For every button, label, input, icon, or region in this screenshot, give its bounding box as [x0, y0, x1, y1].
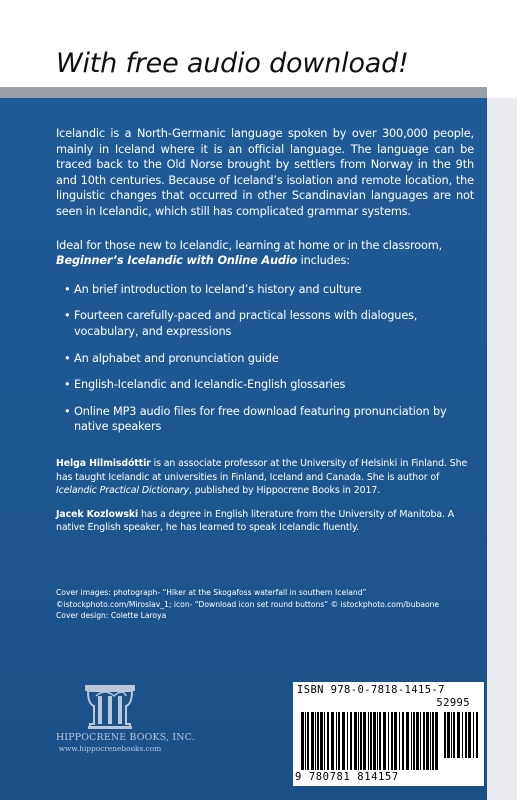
hippocrene-logo-icon [84, 684, 136, 730]
book-title: Beginner’s Icelandic with Online Audio [56, 254, 298, 268]
bio-text: is an associate professor at the University of Helsinki in Finland. She has taught Icelandic at universities in Finland, Iceland and Canada. She is author of [56, 458, 468, 483]
header-divider-bar [0, 87, 487, 98]
author-bio-jacek [56, 508, 476, 535]
publisher-name: HIPPOCRENE BOOKS, INC. [56, 732, 195, 743]
intro-paragraph: Icelandic is a North-Germanic language spoken by over 300,000 people, mainly in Iceland where it is an official language. The language can be traced back to the Old Norse brought by settlers from Norway in the 9th and 10th centuries. Because of Iceland’s isolation and remote location, the linguistic changes that occurred in other Scandinavian languages are not seen in Icelandic, which still has complicated grammar systems. [56, 127, 474, 218]
ean-digits: 9 780781 814157 [295, 771, 399, 783]
image-credits [56, 587, 476, 622]
author-bios [56, 457, 476, 545]
bio-text: has a degree in English literature from the University of Manitoba. A native English speaker, he has learned to speak Icelandic fluently. [56, 508, 455, 534]
publisher-block [56, 684, 195, 753]
ideal-paragraph [56, 238, 474, 269]
publisher-url: www.hippocrenebooks.com [58, 744, 162, 753]
author-bio-helga [56, 457, 476, 498]
price-code: 52995 [436, 697, 470, 709]
feature-item: • English-Icelandic and Icelandic-English glossaries [64, 377, 474, 393]
feature-list [64, 282, 474, 435]
feature-item: • Fourteen carefully-paced and practical lessons with dialogues, vocabulary, and expressions [64, 308, 474, 339]
related-work-title: Icelandic Practical Dictionary [56, 485, 189, 497]
bio-text: , published by Hippocrene Books in 2017. [188, 485, 381, 497]
feature-item: • Online MP3 audio files for free download featuring pronunciation by native speakers [64, 404, 474, 435]
ideal-prefix: Ideal for those new to Icelandic, learning at home or in the classroom, [56, 238, 443, 252]
spine-edge-strip [487, 98, 517, 800]
credit-line: Cover images: photograph- “Hiker at the Skogafoss waterfall in southern Iceland” [56, 588, 367, 597]
ideal-suffix: includes: [297, 254, 350, 268]
price-barcode-bars [443, 712, 479, 758]
feature-item: • An brief introduction to Iceland’s history and culture [64, 282, 474, 298]
audio-tagline: With free audio download! [56, 48, 409, 79]
author-name: Helga Hilmisdóttir [56, 458, 151, 469]
feature-item: • An alphabet and pronunciation guide [64, 351, 474, 367]
credit-line: Cover design: Colette Laroya [56, 611, 167, 621]
ean-barcode-bars [300, 712, 440, 770]
description-block [56, 126, 474, 446]
isbn-number: ISBN 978-0-7818-1415-7 [297, 684, 445, 696]
credit-line: ©istockphoto.com/Miroslav_1; icon- “Download icon set round buttons” © istockphoto.com/bubaone [56, 599, 440, 609]
isbn-barcode [293, 682, 484, 786]
author-name: Jacek Kozlowski [56, 508, 139, 520]
